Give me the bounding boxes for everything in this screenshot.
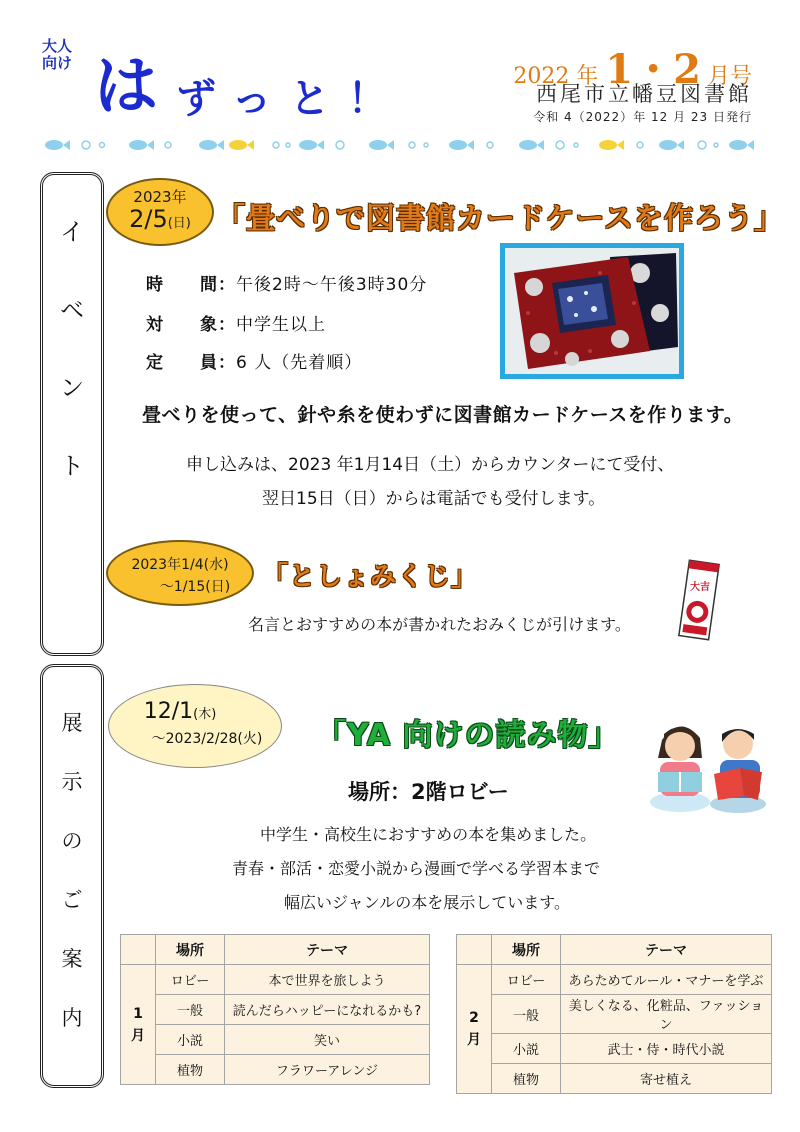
- exhibit-location: 場所：2階ロビー: [348, 780, 509, 804]
- exhibit-date-badge: [108, 684, 282, 768]
- month-cell: [457, 965, 492, 1094]
- january-theme-table: [120, 934, 430, 1085]
- event1-capacity-row: [146, 348, 362, 373]
- exhibit-date-start-weekday: (木): [193, 707, 217, 722]
- newsletter-title-rest: ずっと！: [176, 76, 406, 122]
- omikuji-text: 大吉: [690, 582, 710, 593]
- corner-cell: [121, 935, 156, 965]
- place-header: 場所: [156, 935, 225, 965]
- event-section-label: [40, 172, 104, 656]
- theme-cell: 美しくなる、化粧品、ファッション: [561, 995, 772, 1034]
- card-case-photo: [500, 243, 684, 379]
- event1-time-row: [146, 270, 427, 295]
- theme-cell: あらためてルール・マナーを学ぶ: [561, 965, 772, 995]
- issue-months: 1・2: [605, 46, 701, 93]
- exhibit-desc-line1: 中学生・高校生におすすめの本を集めました。: [260, 825, 597, 844]
- event2-title: 「としょみくじ」: [262, 562, 479, 592]
- theme-cell: 寄せ植え: [561, 1064, 772, 1094]
- event1-apply-line1: 申し込みは、2023 年1月14日（土）からカウンターにて受付、: [186, 455, 675, 475]
- event1-description: 畳べりを使って、針や糸を使わずに図書館カードケースを作ります。: [142, 404, 744, 426]
- event2-date-badge: [106, 540, 254, 606]
- table-row: [457, 995, 772, 1034]
- event1-target-row: [146, 310, 326, 335]
- event1-date-year: 2023年: [133, 188, 187, 206]
- month-char: 1: [133, 1005, 143, 1022]
- place-header: 場所: [492, 935, 561, 965]
- event1-capacity-label: 定 員：: [146, 353, 236, 373]
- section-label-char: ベ: [60, 296, 84, 324]
- event1-title: 「畳べりで図書館カードケースを作ろう」: [216, 201, 784, 235]
- theme-cell: 読んだらハッピーになれるかも?: [225, 995, 430, 1025]
- february-theme-table: [456, 934, 772, 1094]
- event2-description: 名言とおすすめの本が書かれたおみくじが引けます。: [248, 615, 631, 634]
- exhibit-desc-line2: 青春・部活・恋愛小説から漫画で学べる学習本まで: [232, 859, 601, 878]
- place-cell: ロビー: [156, 965, 225, 995]
- publish-date: 令和 4（2022）年 12 月 23 日発行: [533, 110, 752, 124]
- table-row: [457, 965, 772, 995]
- table-header-row: [121, 935, 430, 965]
- section-label-char: 案: [61, 947, 83, 971]
- issue-suffix: 月号: [707, 64, 752, 89]
- event1-time-label: 時 間：: [146, 275, 236, 295]
- issue-year: 2022 年: [513, 64, 599, 89]
- event1-target-label: 対 象：: [146, 315, 236, 335]
- section-label-char: イ: [60, 218, 84, 246]
- theme-cell: 武士・侍・時代小説: [561, 1034, 772, 1064]
- theme-cell: 笑い: [225, 1025, 430, 1055]
- omikuji-illustration: [674, 558, 724, 642]
- section-label-char: 内: [61, 1006, 83, 1030]
- table-row: [121, 995, 430, 1025]
- event-section-text: [43, 175, 101, 478]
- place-cell: 一般: [156, 995, 225, 1025]
- event1-time-value: 午後2時～午後3時30分: [236, 275, 428, 295]
- theme-header: テーマ: [225, 935, 430, 965]
- theme-header: テーマ: [561, 935, 772, 965]
- month-char: 月: [131, 1027, 145, 1044]
- corner-cell: [457, 935, 492, 965]
- section-label-char: の: [61, 829, 83, 853]
- exhibit-date-end: ～2023/2/28(火): [151, 731, 263, 747]
- event1-target-value: 中学生以上: [236, 315, 326, 335]
- audience-label: 大人向け: [42, 37, 73, 72]
- exhibit-title: 「YA 向けの読み物」: [316, 718, 620, 753]
- place-cell: 小説: [156, 1025, 225, 1055]
- fish-bubble-divider: [40, 136, 760, 154]
- month-char: 月: [467, 1032, 481, 1048]
- reading-children-illustration: [640, 710, 770, 816]
- exhibit-desc-line3: 幅広いジャンルの本を展示しています。: [284, 893, 571, 912]
- table-row: [457, 1034, 772, 1064]
- event2-date-line1: 2023年1/4(水): [131, 557, 229, 573]
- table-header-row: [457, 935, 772, 965]
- theme-cell: 本で世界を旅しよう: [225, 965, 430, 995]
- place-cell: 小説: [492, 1034, 561, 1064]
- table-row: [457, 1064, 772, 1094]
- event1-apply-line2: 翌日15日（日）からは電話でも受付します。: [262, 489, 606, 509]
- exhibit-section-label: [40, 664, 104, 1088]
- section-label-char: 展: [61, 711, 83, 735]
- place-cell: 植物: [492, 1064, 561, 1094]
- newsletter-title-initial: は: [94, 50, 158, 124]
- place-cell: 植物: [156, 1055, 225, 1085]
- place-cell: 一般: [492, 995, 561, 1034]
- table-row: [121, 965, 430, 995]
- event1-date-badge: [106, 178, 214, 246]
- table-row: [121, 1055, 430, 1085]
- section-label-char: ト: [60, 452, 84, 480]
- event1-date-weekday: (日): [167, 216, 191, 231]
- section-label-char: ご: [61, 888, 83, 912]
- month-char: 2: [469, 1010, 479, 1026]
- event1-capacity-value: 6 人（先着順）: [236, 353, 363, 373]
- theme-cell: フラワーアレンジ: [225, 1055, 430, 1085]
- section-label-char: 示: [61, 770, 83, 794]
- table-row: [121, 1025, 430, 1055]
- event2-date-line2: ～1/15(日): [159, 579, 231, 595]
- library-name: 西尾市立幡豆図書館: [536, 82, 752, 106]
- month-cell: [121, 965, 156, 1085]
- event1-date-day: 2/5: [129, 205, 168, 233]
- exhibit-date-start: 12/1: [143, 699, 194, 724]
- place-cell: ロビー: [492, 965, 561, 995]
- section-label-char: ン: [60, 374, 84, 402]
